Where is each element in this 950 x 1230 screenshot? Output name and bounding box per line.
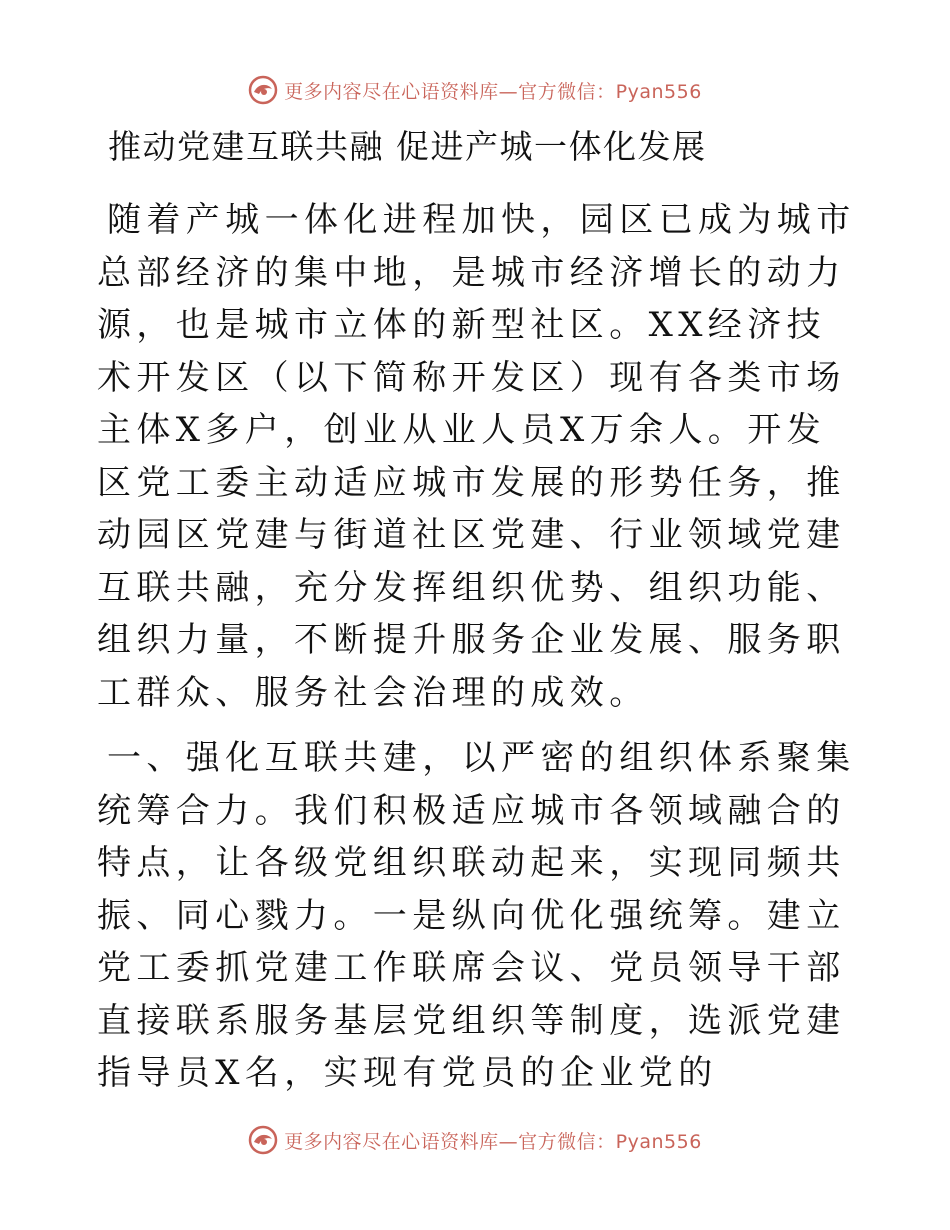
body-paragraph-section-one: 一、强化互联共建，以严密的组织体系聚集统筹合力。我们积极适应城市各领域融合的特点，让各级党组织联动起来，实现同频共振、同心戮力。一是纵向优化强统筹。建立党工委抓党建工作联席会议、党员领导干部直接联系服务基层党组织等制度，选派党建指导员X名，实现有党员的企业党的 <box>97 738 856 1093</box>
footer-watermark-text: 更多内容尽在心语资料库—官方微信：Pyan556 <box>284 1130 702 1153</box>
footer-watermark-banner <box>0 1120 950 1160</box>
logo-swirl-icon <box>248 1125 278 1155</box>
header-watermark-text: 更多内容尽在心语资料库—官方微信：Pyan556 <box>284 80 702 103</box>
document-title: 推动党建互联共融 促进产城一体化发展 <box>108 127 707 166</box>
logo-swirl-icon <box>248 75 278 105</box>
header-watermark-banner <box>0 70 950 110</box>
body-paragraph-intro: 随着产城一体化进程加快，园区已成为城市总部经济的集中地，是城市经济增长的动力源，也是城市立体的新型社区。XX经济技术开发区（以下简称开发区）现有各类市场主体X多户，创业从业人员X万余人。开发区党工委主动适应城市发展的形势任务，推动园区党建与街道社区党建、行业领域党建互联共融，充分发挥组织优势、组织功能、组织力量，不断提升服务企业发展、服务职工群众、服务社会治理的成效。 <box>97 200 856 713</box>
